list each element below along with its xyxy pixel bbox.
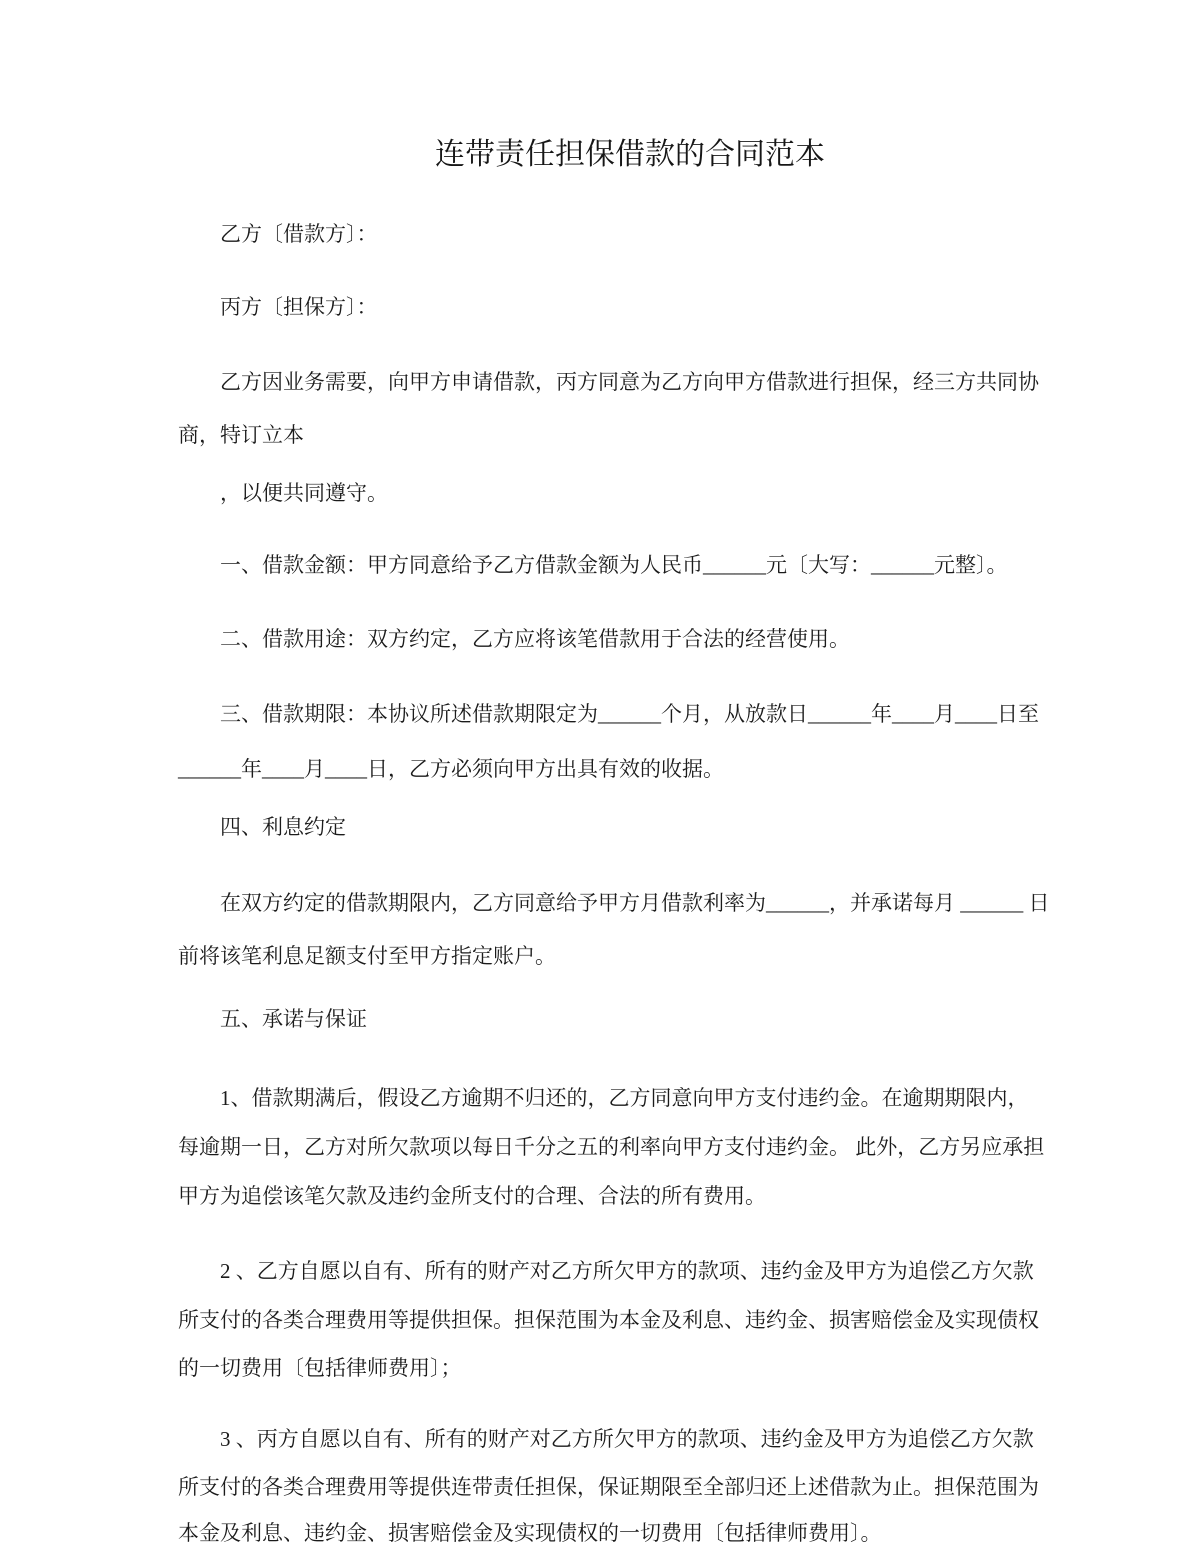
intro-paragraph-line-1: 乙方因业务需要，向甲方申请借款，丙方同意为乙方向甲方借款进行担保，经三方共同协 <box>220 370 1039 394</box>
intro-paragraph-line-3: ，以便共同遵守。 <box>220 481 388 505</box>
clause-5-item-2-line-2: 所支付的各类合理费用等提供担保。担保范围为本金及利息、违约金、损害赔偿金及实现债权 <box>178 1308 1039 1332</box>
clause-5-item-1-line-2: 每逾期一日，乙方对所欠款项以每日千分之五的利率向甲方支付违约金。 此外，乙方另应承担 <box>178 1135 1045 1159</box>
document-title: 连带责任担保借款的合同范本 <box>435 138 825 171</box>
clause-5-item-3-line-2: 所支付的各类合理费用等提供连带责任担保，保证期限至全部归还上述借款为止。担保范围为 <box>178 1475 1039 1499</box>
clause-4-interest-line-1: 在双方约定的借款期限内，乙方同意给予甲方月借款利率为______，并承诺每月 ______ 日 <box>220 891 1050 915</box>
party-c-line: 丙方〔担保方〕： <box>220 295 378 319</box>
clause-5-item-1-line-1: 1、借款期满后，假设乙方逾期不归还的，乙方同意向甲方支付违约金。在逾期期限内， <box>220 1086 1029 1110</box>
intro-paragraph-line-2: 商，特订立本 <box>178 423 304 447</box>
clause-3-loan-term-line-1: 三、借款期限：本协议所述借款期限定为______个月，从放款日______年____月____日至 <box>220 702 1039 726</box>
clause-5-item-1-line-3: 甲方为追偿该笔欠款及违约金所支付的合理、合法的所有费用。 <box>178 1184 766 1208</box>
clause-3-loan-term-line-2: ______年____月____日，乙方必须向甲方出具有效的收据。 <box>178 757 724 781</box>
party-b-line: 乙方〔借款方〕： <box>220 222 378 246</box>
clause-5-heading: 五、承诺与保证 <box>220 1007 367 1031</box>
clause-5-item-2-line-3: 的一切费用〔包括律师费用〕； <box>178 1356 462 1380</box>
clause-5-item-3-line-1: 3 、丙方自愿以自有、所有的财产对乙方所欠甲方的款项、违约金及甲方为追偿乙方欠款 <box>220 1427 1034 1451</box>
clause-5-item-2-line-1: 2 、乙方自愿以自有、所有的财产对乙方所欠甲方的款项、违约金及甲方为追偿乙方欠款 <box>220 1259 1034 1283</box>
clause-2-loan-purpose: 二、借款用途：双方约定，乙方应将该笔借款用于合法的经营使用。 <box>220 627 850 651</box>
clause-1-loan-amount: 一、借款金额：甲方同意给予乙方借款金额为人民币______元〔大写：______元整〕。 <box>220 553 1008 577</box>
clause-4-heading: 四、利息约定 <box>220 815 346 839</box>
clause-5-item-3-line-3: 本金及利息、违约金、损害赔偿金及实现债权的一切费用〔包括律师费用〕。 <box>178 1521 882 1545</box>
clause-4-interest-line-2: 前将该笔利息足额支付至甲方指定账户。 <box>178 944 556 968</box>
